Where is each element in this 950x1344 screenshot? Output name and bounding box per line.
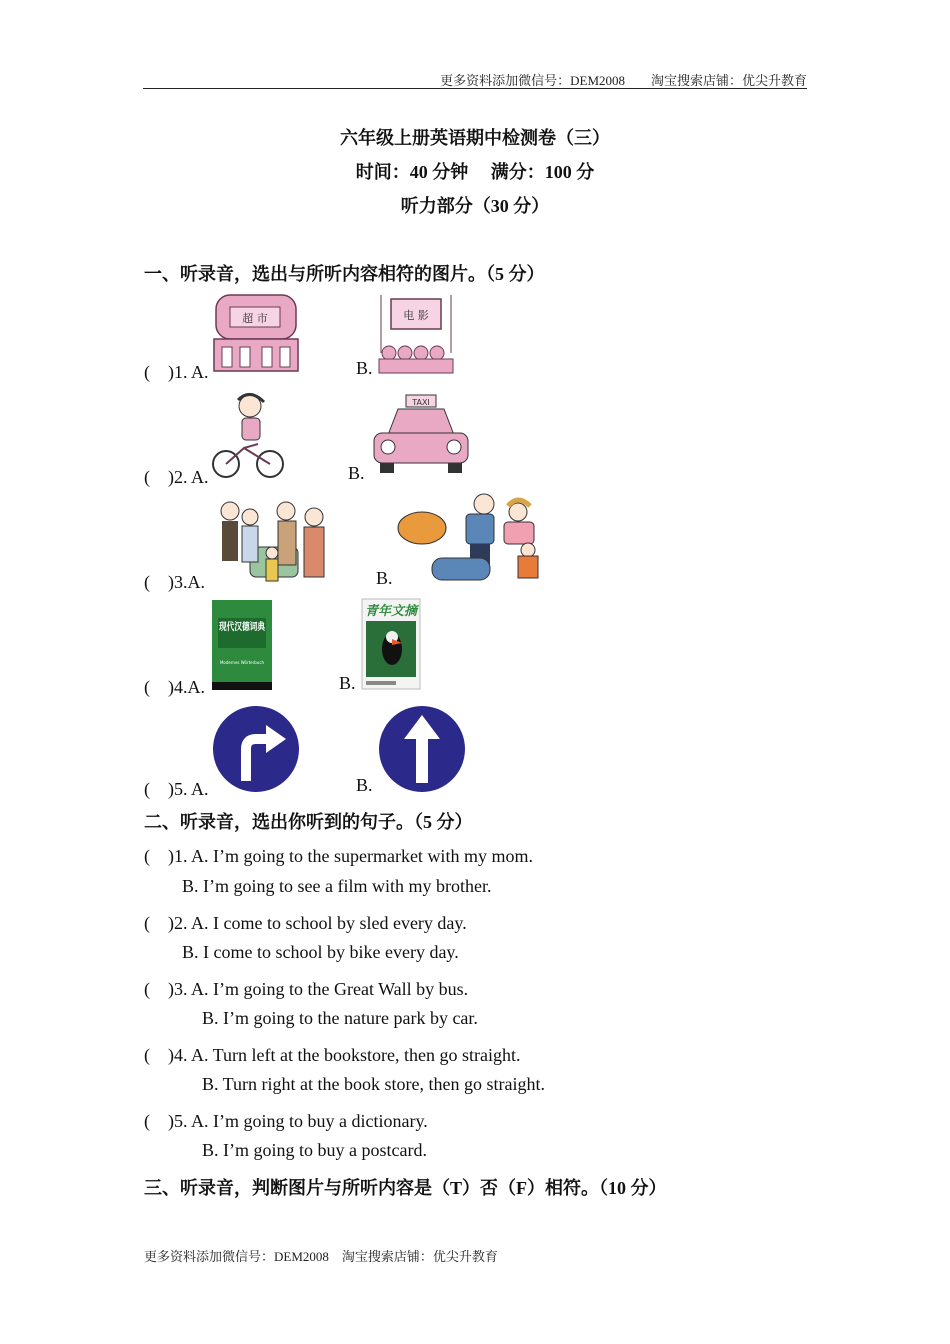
exam-title: 六年级上册英语期中检测卷（三） (340, 128, 610, 148)
q1-option-b: B. (356, 358, 373, 378)
part3-heading: 三、听录音，判断图片与所听内容是（T）否（F）相符。（10 分） (144, 1178, 667, 1198)
p2-q4-option-a: ( )4. A. Turn left at the bookstore, then go straight. (144, 1045, 521, 1065)
taxi-picture (370, 393, 472, 477)
q5-option-b: B. (356, 775, 373, 795)
q3-option-b: B. (376, 568, 393, 588)
q5-label: ( )5. A. (144, 779, 209, 799)
part1-heading: 一、听录音，选出与所听内容相符的图片。（5 分） (144, 264, 545, 284)
turn-right-sign (212, 705, 300, 793)
header-divider (143, 88, 807, 89)
p2-q5-option-b: B. I’m going to buy a postcard. (202, 1140, 427, 1160)
page-header: 更多资料添加微信号：DEM2008 淘宝搜索店铺：优尖升教育 (440, 73, 807, 88)
p2-q3-option-b: B. I’m going to the nature park by car. (202, 1008, 478, 1028)
q2-label: ( )2. A. (144, 467, 209, 487)
p2-q5-option-a: ( )5. A. I’m going to buy a dictionary. (144, 1111, 428, 1131)
exam-time-score: 时间：40 分钟 满分：100 分 (355, 162, 595, 182)
supermarket-sign-text: 超 市 (242, 312, 268, 325)
cinema-sign-text: 电 影 (403, 309, 429, 322)
cinema-picture (377, 293, 455, 377)
family-visit-picture (210, 497, 340, 589)
p2-q1-option-b: B. I’m going to see a film with my brother. (182, 876, 492, 896)
taxi-sign-text: TAXI (412, 398, 430, 407)
q1-label: ( )1. A. (144, 362, 209, 382)
go-straight-sign (378, 705, 466, 793)
magazine-picture (362, 599, 420, 689)
magazine-title: 青年文摘 (365, 604, 418, 619)
girl-on-bike-picture (212, 390, 286, 480)
p2-q1-option-a: ( )1. A. I’m going to the supermarket with my mom. (144, 846, 533, 866)
family-travel-picture (396, 492, 548, 586)
p2-q2-option-a: ( )2. A. I come to school by sled every day. (144, 913, 467, 933)
supermarket-picture (212, 293, 300, 375)
p2-q4-option-b: B. Turn right at the book store, then go straight. (202, 1074, 545, 1094)
p2-q3-option-a: ( )3. A. I’m going to the Great Wall by bus. (144, 979, 469, 999)
q4-option-b: B. (339, 673, 356, 693)
part2-heading: 二、听录音，选出你听到的句子。（5 分） (144, 812, 473, 832)
p2-q2-option-b: B. I come to school by bike every day. (182, 942, 459, 962)
dictionary-picture (212, 600, 279, 690)
q4-label: ( )4.A. (144, 677, 205, 697)
q3-label: ( )3.A. (144, 572, 205, 592)
page-footer: 更多资料添加微信号：DEM2008 淘宝搜索店铺：优尖升教育 (144, 1249, 498, 1264)
dictionary-subtitle: Modernes Wörterbuch (219, 660, 265, 665)
dictionary-title: 现代汉德词典 (219, 622, 279, 633)
q2-option-b: B. (348, 463, 365, 483)
listening-section-title: 听力部分（30 分） (400, 196, 550, 216)
